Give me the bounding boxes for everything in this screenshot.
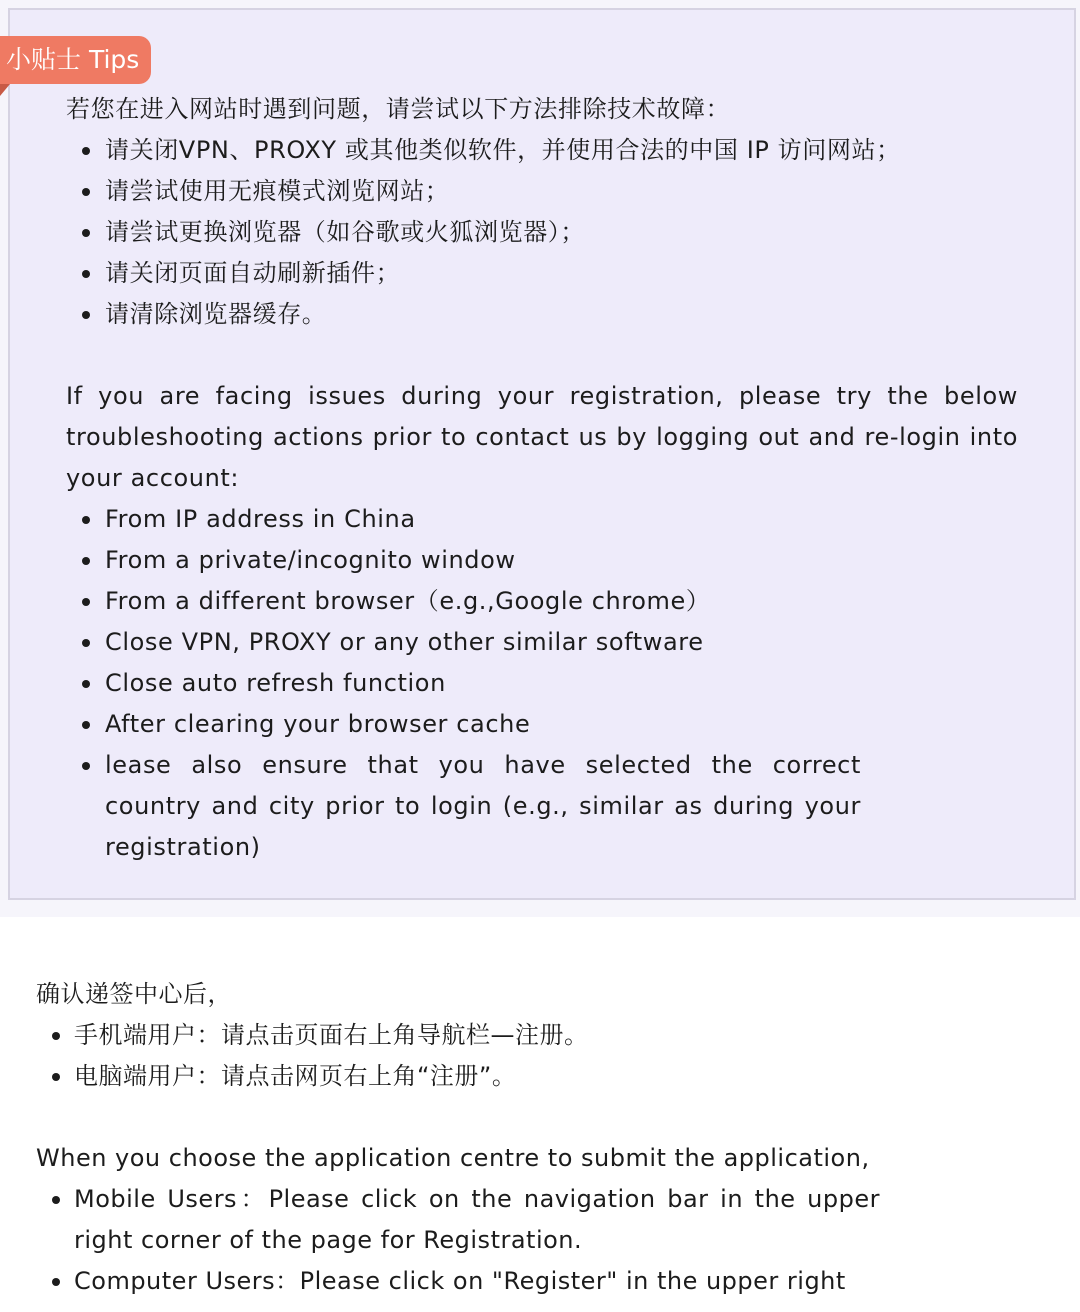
instructions-zh-intro: 确认递签中心后， [36,980,232,1008]
spacer [66,335,1018,376]
tips-content [66,89,1018,868]
tips-zh-list [66,130,1018,335]
tips-zh-item-incognito: 请尝试使用无痕模式浏览网站； [105,171,1018,212]
instructions-en-intro: When you choose the application centre to submit the application, [36,1144,870,1172]
tips-zh-intro: 若您在进入网站时遇到问题，请尝试以下方法排除技术故障： [66,95,731,123]
tips-badge: 小贴士 Tips [0,36,151,84]
tips-zh-item-refresh-plugin: 请关闭页面自动刷新插件； [105,253,1018,294]
tips-en-item-location: lease also ensure that you have selected the correct country and city prior to login (e.g., similar as during your registration) [105,745,861,868]
registration-instructions [36,974,896,1302]
instructions-zh-item-computer: 电脑端用户：请点击网页右上角“注册”。 [74,1056,896,1097]
instructions-en-item-mobile: Mobile Users：Please click on the navigation bar in the upper right corner of the page for Registration. [74,1179,880,1261]
tips-zh-item-browser: 请尝试更换浏览器（如谷歌或火狐浏览器）； [105,212,1018,253]
tips-en-item-refresh: Close auto refresh function [105,663,1018,704]
instructions-en-list [36,1179,896,1302]
tips-en-item-incognito: From a private/incognito window [105,540,1018,581]
tips-zh-item-cache: 请清除浏览器缓存。 [105,294,1018,335]
instructions-zh-item-mobile: 手机端用户：请点击页面右上角导航栏—注册。 [74,1015,896,1056]
tips-badge-tail [0,84,10,96]
tips-en-item-cache: After clearing your browser cache [105,704,1018,745]
tips-en-list [66,499,1018,868]
tips-zh-item-vpn: 请关闭VPN、PROXY 或其他类似软件，并使用合法的中国 IP 访问网站； [105,130,1018,171]
tips-en-item-vpn: Close VPN, PROXY or any other similar software [105,622,1018,663]
tips-en-item-ip: From IP address in China [105,499,1018,540]
tips-en-intro: If you are facing issues during your registration, please try the below troubleshooting actions prior to contact us by logging out and re-login into your account: [66,382,1018,492]
instructions-zh-list [36,1015,896,1097]
instructions-en-item-computer: Computer Users：Please click on "Register" in the upper right [74,1261,880,1302]
tips-en-item-browser: From a different browser（e.g.,Google chrome） [105,581,1018,622]
spacer [36,1097,896,1138]
